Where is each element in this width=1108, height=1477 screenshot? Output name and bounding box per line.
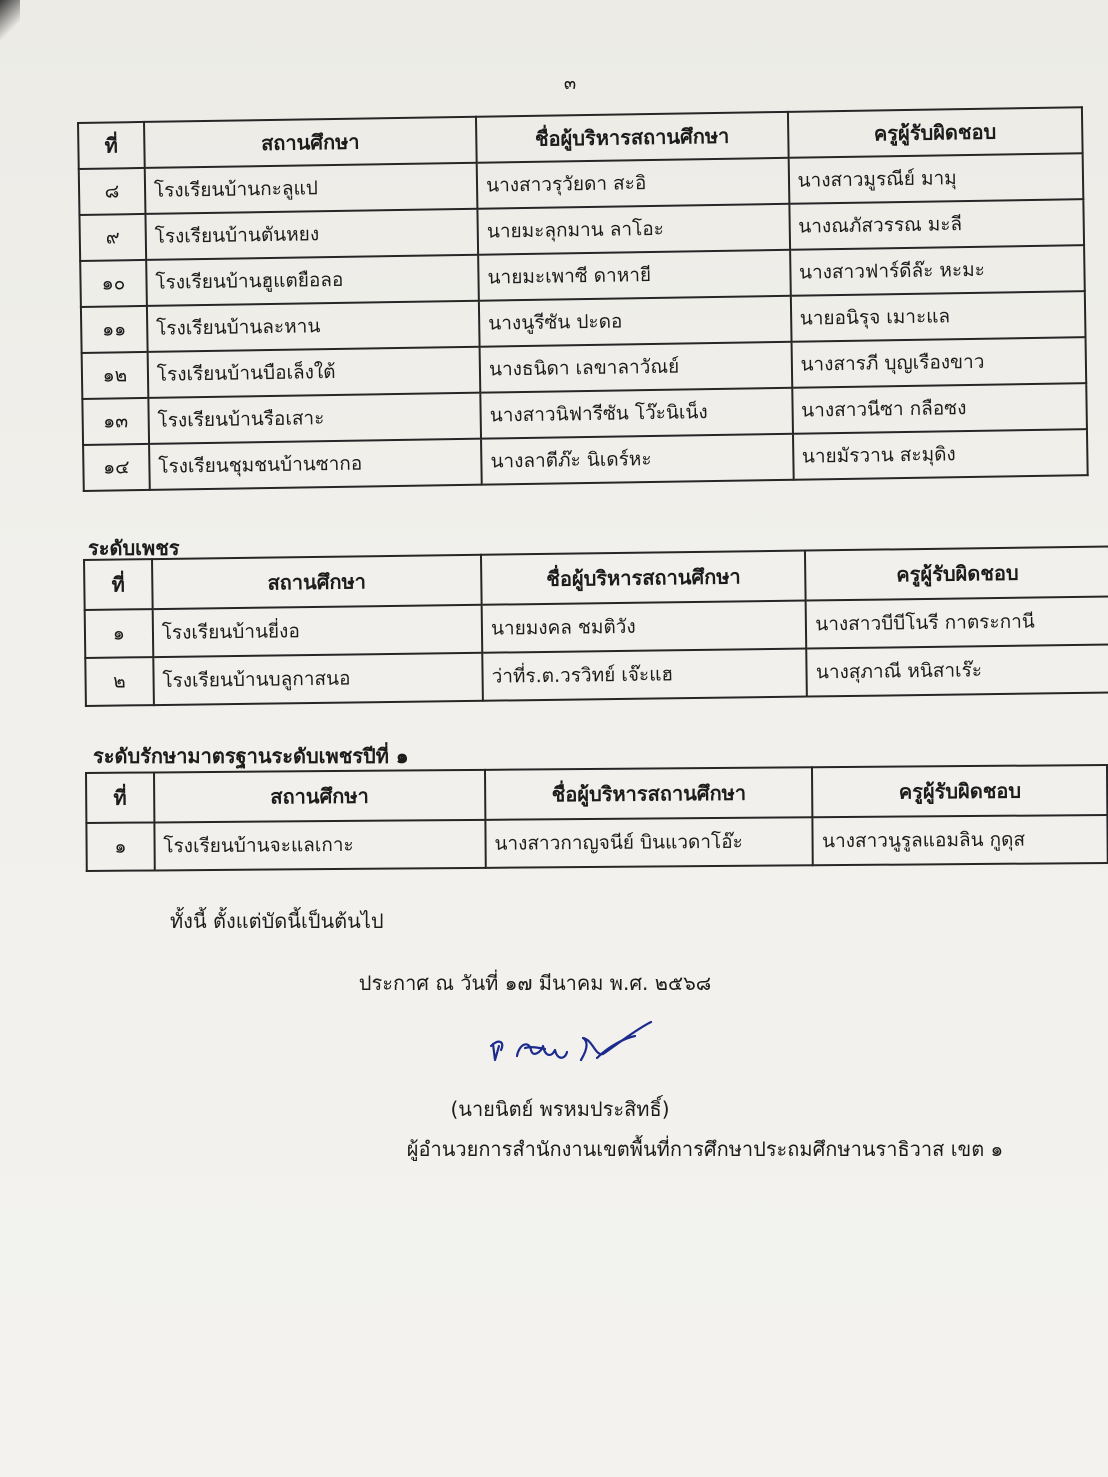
header-director: ชื่อผู้บริหารสถานศึกษา	[476, 112, 788, 163]
director-name: นายมงคล ชมติวัง	[482, 601, 807, 653]
row-number: ๑๒	[82, 352, 149, 399]
school-name: โรงเรียนบ้านจะแลเกาะ	[154, 820, 486, 871]
director-name: นางสาวรุวัยดา สะอิ	[477, 158, 789, 209]
teacher-name: นางสุภาณี หนิสาเร๊ะ	[807, 645, 1108, 697]
school-name: โรงเรียนบ้านฮูแตยือลอ	[146, 255, 479, 306]
teacher-name: นางสาวบีบีโนรี กาตระกานี	[806, 597, 1108, 649]
header-no: ที่	[84, 559, 152, 610]
director-name: ว่าที่ร.ต.วรวิทย์ เจ๊ะแฮ	[482, 649, 807, 701]
row-number: ๑	[86, 822, 154, 871]
effective-statement: ทั้งนี้ ตั้งแต่บัดนี้เป็นต้นไป	[170, 909, 384, 933]
section-title-maintain-diamond: ระดับรักษามาตรฐานระดับเพชรปีที่ ๑	[93, 744, 409, 768]
row-number: ๙	[79, 214, 146, 261]
row-number: ๑๐	[80, 260, 147, 307]
director-name: นางสาวกาญจนีย์ บินแวดาโอ๊ะ	[485, 817, 813, 868]
teacher-name: นางสารภี บุญเรืองขาว	[791, 337, 1086, 388]
teacher-name: นางสาวนูรูลแอมลิน กูดุส	[813, 815, 1108, 865]
director-name: นางธนิดา เลขาลาวัณย์	[480, 342, 792, 393]
row-number: ๒	[85, 657, 153, 706]
teacher-name: นายมัรวาน สะมุดิง	[793, 429, 1088, 480]
header-teacher: ครูผู้รับผิดชอบ	[805, 547, 1108, 601]
teacher-name: นายอนิรุจ เมาะแล	[790, 291, 1085, 342]
header-teacher: ครูผู้รับผิดชอบ	[812, 765, 1107, 817]
table-header-row	[86, 765, 1107, 823]
director-name: นางสาวนิฟารีซัน โว๊ะนิเน็ง	[480, 388, 792, 439]
handwritten-signature	[485, 1016, 660, 1078]
school-name: โรงเรียนบ้านกะลูแป	[145, 163, 478, 214]
director-name: นายมะลุกมาน ลาโอะ	[478, 204, 790, 255]
page-corner-shadow	[0, 0, 20, 40]
header-school: สถานศึกษา	[152, 555, 482, 609]
school-name: โรงเรียนบ้านบือเล็งใต้	[147, 347, 480, 398]
table-row	[86, 815, 1107, 871]
row-number: ๑๑	[81, 306, 148, 353]
teacher-name: นางสาวนีซา กลือซง	[792, 383, 1087, 434]
director-name: นายมะเพาซี ดาหายี	[478, 250, 790, 301]
director-name: นางลาตีภ๊ะ นิเดร์หะ	[481, 434, 793, 485]
school-name: โรงเรียนชุมชนบ้านซากอ	[149, 439, 482, 490]
teacher-name: นางสาวมูรณีย์ มามุ	[788, 153, 1083, 204]
teacher-name: นางณภัสวรรณ มะลี	[789, 199, 1084, 250]
school-name: โรงเรียนบ้านละหาน	[147, 301, 480, 352]
school-name: โรงเรียนบ้านรือเสาะ	[148, 393, 481, 444]
announcement-date: ประกาศ ณ วันที่ ๑๗ มีนาคม พ.ศ. ๒๕๖๘	[358, 971, 712, 995]
section-title-diamond: ระดับเพชร	[88, 536, 180, 560]
director-name: นางนูรีซัน ปะดอ	[479, 296, 791, 347]
header-school: สถานศึกษา	[144, 117, 477, 168]
row-number: ๑	[85, 609, 153, 658]
school-table-1	[77, 106, 1089, 492]
signer-name: (นายนิตย์ พรหมประสิทธิ์)	[450, 1097, 670, 1121]
school-name: โรงเรียนบ้านตันหยง	[145, 209, 478, 260]
school-name: โรงเรียนบ้านยี่งอ	[152, 605, 482, 657]
school-table-3	[85, 764, 1108, 872]
header-no: ที่	[86, 772, 154, 823]
teacher-name: นางสาวฟาร์ดีล๊ะ หะมะ	[790, 245, 1085, 296]
row-number: ๑๓	[82, 398, 149, 445]
header-director: ชื่อผู้บริหารสถานศึกษา	[485, 767, 813, 820]
page-number: ๓	[563, 73, 577, 94]
header-director: ชื่อผู้บริหารสถานศึกษา	[481, 551, 806, 605]
header-school: สถานศึกษา	[154, 770, 486, 823]
school-table-2	[83, 546, 1108, 707]
row-number: ๘	[79, 168, 146, 215]
header-teacher: ครูผู้รับผิดชอบ	[788, 107, 1083, 158]
signer-title: ผู้อำนวยการสำนักงานเขตพื้นที่การศึกษาประถมศึกษานราธิวาส เขต ๑	[406, 1137, 1004, 1161]
row-number: ๑๔	[83, 444, 150, 491]
school-name: โรงเรียนบ้านบลูกาสนอ	[153, 653, 483, 705]
header-no: ที่	[78, 122, 145, 169]
